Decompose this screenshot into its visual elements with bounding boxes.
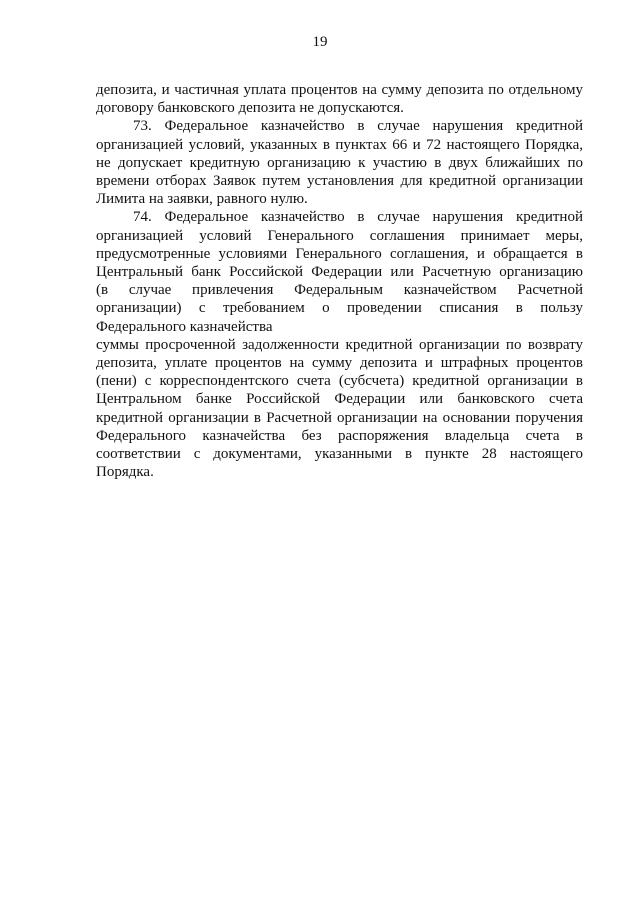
text-line: Федерального казначейства	[96, 318, 273, 335]
text-line: Центральный банк Российской Федерации или Расчетную организацию	[96, 264, 583, 281]
text-line: организации) с требованием о проведении списания в пользу	[96, 300, 583, 317]
page-number: 19	[312, 34, 328, 50]
text-line: суммы просроченной задолженности кредитной организации по возврату	[96, 336, 583, 353]
text-line: организацией условий, указанных в пунктах 66 и 72 настоящего Порядка,	[96, 136, 583, 153]
text-line: депозита, уплате процентов на сумму депозита и штрафных процентов	[96, 355, 583, 372]
text-line: предусмотренные условиями Генерального соглашения, и обращается в	[96, 245, 583, 262]
text-line: Федерального казначейства без распоряжения владельца счета в	[96, 427, 583, 444]
text-line: соответствии с документами, указанными в пункте 28 настоящего	[96, 446, 583, 463]
text-line: депозита, и частичная уплата процентов на сумму депозита по отдельному	[96, 82, 583, 98]
text-line: (в случае привлечения Федеральным казначейством Расчетной	[96, 282, 583, 299]
text-line: времени отборах Заявок путем установления для кредитной организации	[96, 173, 583, 190]
document-body	[96, 81, 583, 481]
text-line: кредитной организации в Расчетной организации на основании поручения	[96, 409, 583, 426]
text-line: 73. Федеральное казначейство в случае нарушения кредитной	[133, 118, 583, 135]
text-line: Лимита на заявки, равного нулю.	[96, 191, 308, 208]
text-line: Центральном банке Российской Федерации или банковского счета	[96, 391, 583, 408]
text-line: договору банковского депозита не допускаются.	[96, 100, 404, 117]
text-line: не допускает кредитную организацию к участию в двух ближайших по	[96, 154, 583, 171]
text-line: Порядка.	[96, 464, 154, 481]
text-line: 74. Федеральное казначейство в случае нарушения кредитной	[133, 209, 583, 226]
text-line: (пени) с корреспондентского счета (субсчета) кредитной организации в	[96, 373, 583, 390]
text-line: организацией условий Генерального соглашения принимает меры,	[96, 227, 583, 244]
